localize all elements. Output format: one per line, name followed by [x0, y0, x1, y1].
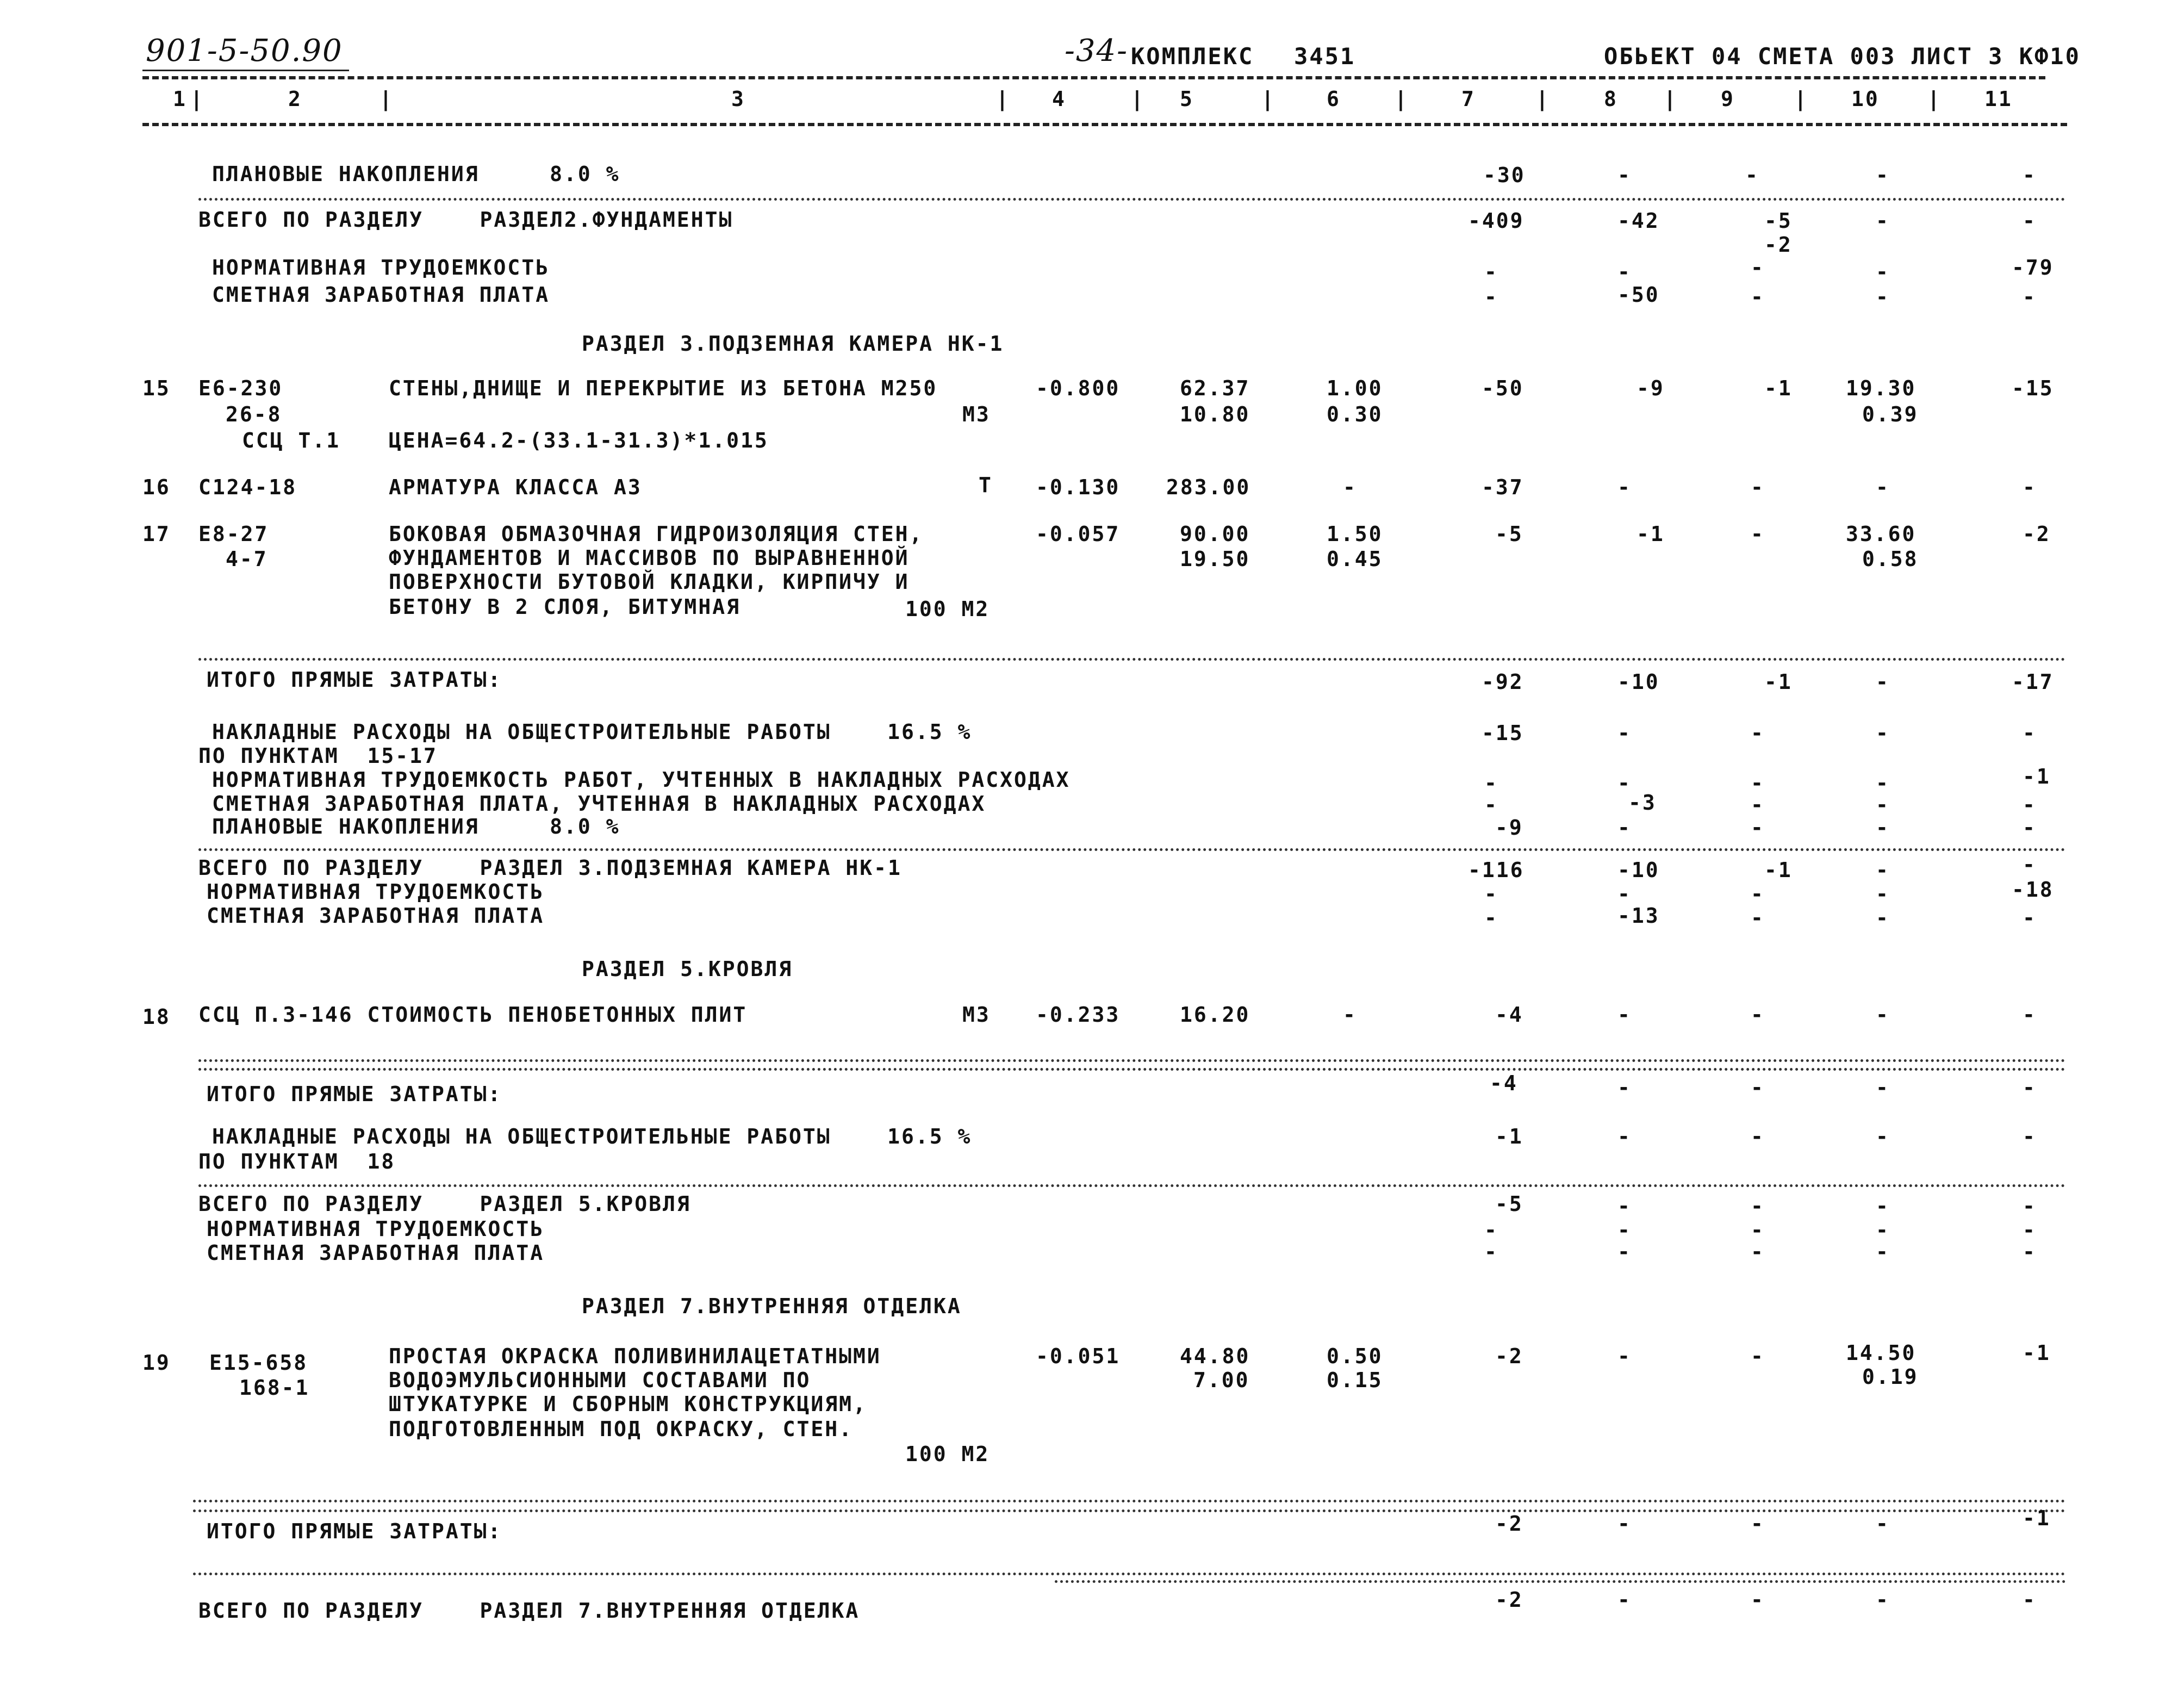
- row-18-unit: М3: [962, 1003, 991, 1027]
- row-16-col6: -: [1343, 475, 1357, 499]
- row-15-price-formula: ЦЕНА=64.2-(33.1-31.3)*1.015: [389, 428, 769, 452]
- row-16-number: 16: [142, 475, 171, 499]
- section-3-wage-overhead-col11: -: [2023, 793, 2037, 817]
- row-16-col8: -: [1617, 475, 1632, 499]
- norm-labor-col8: -: [1617, 260, 1632, 284]
- row-18-col7: -4: [1495, 1003, 1523, 1027]
- column-separator: |: [1536, 87, 1550, 111]
- section-separator: [198, 1184, 2066, 1187]
- section-5-total-wage-col11: -: [2023, 1240, 2037, 1264]
- section-3-total-direct: ИТОГО ПРЯМЫЕ ЗАТРАТЫ:: [207, 668, 502, 692]
- section-3-total-wage-col8: -13: [1617, 904, 1660, 928]
- row-15-col7: -50: [1482, 376, 1524, 400]
- section-7-total-col9: -: [1751, 1588, 1765, 1612]
- row-17-code-2: 4-7: [226, 547, 268, 571]
- row-15-col5-b: 10.80: [1180, 402, 1250, 426]
- row-18-col11: -: [2023, 1003, 2037, 1027]
- section-5-total-direct: ИТОГО ПРЯМЫЕ ЗАТРАТЫ:: [207, 1082, 502, 1106]
- section-7-total-direct-col9: -: [1751, 1512, 1765, 1536]
- section-3-total-direct-col7: -92: [1482, 670, 1524, 694]
- section-2-total: ВСЕГО ПО РАЗДЕЛУ РАЗДЕЛ2.ФУНДАМЕНТЫ: [198, 208, 733, 232]
- column-number-4: 4: [1052, 87, 1066, 111]
- row-18-number: 18: [142, 1005, 171, 1029]
- section-3-planned-savings-col7: -9: [1495, 816, 1523, 840]
- section-2-total-col9: -5: [1764, 209, 1793, 233]
- row-19-col11: -1: [2023, 1341, 2051, 1365]
- row-17-code: Е8-27: [198, 522, 269, 546]
- row-17-col5: 90.00: [1180, 522, 1250, 546]
- section-5-total-direct-col7: -4: [1490, 1071, 1518, 1095]
- section-3-title: РАЗДЕЛ 3.ПОДЗЕМНАЯ КАМЕРА НК-1: [582, 332, 1004, 356]
- planned-savings-col9: -: [1745, 163, 1759, 187]
- section-3-total-norm-labor-col11: -18: [2012, 878, 2054, 902]
- row-16-col5: 283.00: [1166, 475, 1251, 499]
- object-info: ОБЬЕКТ 04 СМЕТА 003 ЛИСТ 3 КФ10: [1604, 43, 2081, 70]
- section-3-overhead: НАКЛАДНЫЕ РАСХОДЫ НА ОБЩЕСТРОИТЕЛЬНЫЕ РАБОТЫ 16.5 %: [212, 720, 972, 744]
- section-5-total-col7: -5: [1495, 1192, 1523, 1216]
- section-5-total-wage-col7: -: [1484, 1240, 1498, 1264]
- section-5-total-norm-labor-col7: -: [1484, 1218, 1498, 1242]
- row-15-number: 15: [142, 376, 171, 400]
- row-19-col4: -0.051: [1036, 1344, 1121, 1368]
- section-3-wage-overhead: СМЕТНАЯ ЗАРАБОТНАЯ ПЛАТА, УЧТЕННАЯ В НАКЛАДНЫХ РАСХОДАХ: [212, 792, 986, 816]
- row-17-col11: -2: [2023, 522, 2051, 546]
- row-16-unit: Т: [979, 473, 993, 497]
- section-5-overhead-col7: -1: [1495, 1125, 1523, 1148]
- section-5-overhead-col10: -: [1876, 1125, 1890, 1148]
- row-19-col10-b: 0.19: [1862, 1365, 1919, 1389]
- column-separator: |: [1664, 87, 1678, 111]
- column-separator: |: [996, 87, 1010, 111]
- row-18-description: ССЦ П.3-146 СТОИМОСТЬ ПЕНОБЕТОННЫХ ПЛИТ: [198, 1003, 748, 1027]
- norm-labor-col7: -: [1484, 260, 1498, 284]
- section-3-wage-overhead-col7: -: [1484, 793, 1498, 817]
- row-15-code: Е6-230: [198, 376, 283, 400]
- row-17-col8: -1: [1637, 522, 1665, 546]
- section-5-overhead-col8: -: [1617, 1125, 1632, 1148]
- section-5-total-direct-col9: -: [1751, 1076, 1765, 1100]
- column-number-2: 2: [288, 87, 302, 111]
- row-17-col4: -0.057: [1036, 522, 1121, 546]
- section-3-overhead-col11: -: [2023, 721, 2037, 745]
- row-18-col8: -: [1617, 1003, 1632, 1027]
- section-3-total-wage: СМЕТНАЯ ЗАРАБОТНАЯ ПЛАТА: [207, 904, 545, 928]
- section-3-norm-overhead-col11: -1: [2023, 765, 2051, 788]
- row-16-col7: -37: [1482, 475, 1524, 499]
- row-15-code-3: ССЦ Т.1: [242, 428, 341, 452]
- row-17-number: 17: [142, 522, 171, 546]
- section-separator: [198, 848, 2066, 851]
- row-19-description-4: ПОДГОТОВЛЕННЫМ ПОД ОКРАСКУ, СТЕН.: [389, 1417, 853, 1441]
- column-number-10: 10: [1851, 87, 1880, 111]
- section-3-total-direct-col10: -: [1876, 670, 1890, 694]
- planned-savings-col11: -: [2023, 163, 2037, 187]
- section-3-total-wage-col7: -: [1484, 906, 1498, 930]
- section-separator: [198, 1059, 2066, 1062]
- section-3-total-norm-labor-col10: -: [1876, 882, 1890, 906]
- row-15-code-2: 26-8: [226, 402, 282, 426]
- column-number-6: 6: [1327, 87, 1341, 111]
- section-5-total-wage-col8: -: [1617, 1240, 1632, 1264]
- section-3-overhead-col8: -: [1617, 721, 1632, 745]
- row-16-description: АРМАТУРА КЛАССА А3: [389, 475, 642, 499]
- wage-col9: -: [1751, 285, 1765, 309]
- wage-line: СМЕТНАЯ ЗАРАБОТНАЯ ПЛАТА: [212, 283, 550, 307]
- section-5-total-norm-labor-col8: -: [1617, 1218, 1632, 1242]
- section-5-overhead-col9: -: [1751, 1125, 1765, 1148]
- row-17-description-2: ФУНДАМЕНТОВ И МАССИВОВ ПО ВЫРАВНЕННОЙ: [389, 546, 910, 570]
- section-3-points: ПО ПУНКТАМ 15-17: [198, 744, 438, 768]
- section-3-total-norm-labor-col8: -: [1617, 882, 1632, 906]
- section-5-total-wage-col9: -: [1751, 1240, 1765, 1264]
- section-7-total-col10: -: [1876, 1588, 1890, 1612]
- row-19-unit: 100 М2: [905, 1442, 990, 1466]
- row-16-col11: -: [2023, 475, 2037, 499]
- norm-labor-line: НОРМАТИВНАЯ ТРУДОЕМКОСТЬ: [212, 256, 550, 279]
- section-5-total-norm-labor-col10: -: [1876, 1218, 1890, 1242]
- complex-label: КОМПЛЕКС: [1131, 43, 1254, 70]
- row-19-number: 19: [142, 1351, 171, 1375]
- row-17-col10: 33.60: [1846, 522, 1917, 546]
- section-3-total-direct-col9: -1: [1764, 670, 1793, 694]
- section-3-norm-overhead-col8: -: [1617, 771, 1632, 795]
- column-number-9: 9: [1721, 87, 1735, 111]
- section-5-overhead-col11: -: [2023, 1125, 2037, 1148]
- section-5-total-wage-col10: -: [1876, 1240, 1890, 1264]
- section-5-total-wage: СМЕТНАЯ ЗАРАБОТНАЯ ПЛАТА: [207, 1241, 545, 1265]
- section-3-total-col7: -116: [1468, 858, 1525, 882]
- row-19-description-3: ШТУКАТУРКЕ И СБОРНЫМ КОНСТРУКЦИЯМ,: [389, 1392, 867, 1416]
- section-5-total-col10: -: [1876, 1194, 1890, 1218]
- row-17-description-3: ПОВЕРХНОСТИ БУТОВОЙ КЛАДКИ, КИРПИЧУ И: [389, 570, 910, 594]
- section-3-wage-overhead-col9: -: [1751, 793, 1765, 817]
- column-separator: |: [379, 87, 394, 111]
- row-15-col10: 19.30: [1846, 376, 1917, 400]
- section-separator: [198, 198, 2066, 201]
- row-18-col4: -0.233: [1036, 1003, 1121, 1027]
- row-19-col5: 44.80: [1180, 1344, 1250, 1368]
- section-5-total-direct-col10: -: [1876, 1076, 1890, 1100]
- section-5-title: РАЗДЕЛ 5.КРОВЛЯ: [582, 957, 793, 981]
- section-3-planned-savings-col8: -: [1617, 816, 1632, 840]
- document-number: 901-5-50.90: [146, 33, 343, 69]
- row-15-col8: -9: [1637, 376, 1665, 400]
- section-separator: [1055, 1580, 2066, 1583]
- row-18-col10: -: [1876, 1003, 1890, 1027]
- row-17-col6-b: 0.45: [1327, 547, 1383, 571]
- section-5-total-norm-labor-col11: -: [2023, 1218, 2037, 1242]
- column-separator: |: [1131, 87, 1145, 111]
- section-3-wage-overhead-col8: -3: [1628, 791, 1657, 815]
- complex-number: 3451: [1294, 43, 1356, 70]
- row-15-col6-b: 0.30: [1327, 402, 1383, 426]
- section-2-total-col10: -: [1876, 209, 1890, 233]
- wage-col11: -: [2023, 285, 2037, 309]
- section-3-norm-overhead: НОРМАТИВНАЯ ТРУДОЕМКОСТЬ РАБОТ, УЧТЕННЫХ В НАКЛАДНЫХ РАСХОДАХ: [212, 768, 1071, 792]
- column-separator: |: [1794, 87, 1808, 111]
- norm-labor-col9: -: [1751, 256, 1765, 279]
- section-3-total-norm-labor-col7: -: [1484, 882, 1498, 906]
- section-7-total-direct-col8: -: [1617, 1512, 1632, 1536]
- row-19-description-1: ПРОСТАЯ ОКРАСКА ПОЛИВИНИЛАЦЕТАТНЫМИ: [389, 1344, 881, 1368]
- section-3-norm-overhead-col10: -: [1876, 771, 1890, 795]
- row-15-unit: М3: [962, 402, 991, 426]
- row-15-col9: -1: [1764, 376, 1793, 400]
- section-7-total-direct: ИТОГО ПРЯМЫЕ ЗАТРАТЫ:: [207, 1519, 502, 1543]
- row-17-description-1: БОКОВАЯ ОБМАЗОЧНАЯ ГИДРОИЗОЛЯЦИЯ СТЕН,: [389, 522, 924, 546]
- section-7-total-col8: -: [1617, 1588, 1632, 1612]
- section-2-total-col7: -409: [1468, 209, 1525, 233]
- section-3-total-wage-col9: -: [1751, 906, 1765, 930]
- section-3-overhead-col10: -: [1876, 721, 1890, 745]
- row-16-col9: -: [1751, 475, 1765, 499]
- row-16-col4: -0.130: [1036, 475, 1121, 499]
- page-number: -34-: [1065, 33, 1129, 69]
- section-3-overhead-col7: -15: [1482, 721, 1524, 745]
- row-17-col5-b: 19.50: [1180, 547, 1250, 571]
- row-19-col8: -: [1617, 1344, 1632, 1368]
- section-3-total-wage-col11: -: [2023, 906, 2037, 930]
- row-17-col10-b: 0.58: [1862, 547, 1919, 571]
- column-separator: |: [1395, 87, 1409, 111]
- section-7-total: ВСЕГО ПО РАЗДЕЛУ РАЗДЕЛ 7.ВНУТРЕННЯЯ ОТДЕЛКА: [198, 1599, 860, 1623]
- section-3-total-col8: -10: [1617, 858, 1660, 882]
- row-15-description: СТЕНЫ,ДНИЩЕ И ПЕРЕКРЫТИЕ ИЗ БЕТОНА М250: [389, 376, 938, 400]
- section-5-total: ВСЕГО ПО РАЗДЕЛУ РАЗДЕЛ 5.КРОВЛЯ: [198, 1192, 691, 1216]
- planned-savings-line: ПЛАНОВЫЕ НАКОПЛЕНИЯ 8.0 %: [212, 162, 620, 186]
- wage-col10: -: [1876, 285, 1890, 309]
- row-19-col7: -2: [1495, 1344, 1523, 1368]
- section-3-wage-overhead-col10: -: [1876, 793, 1890, 817]
- section-5-overhead: НАКЛАДНЫЕ РАСХОДЫ НА ОБЩЕСТРОИТЕЛЬНЫЕ РАБОТЫ 16.5 %: [212, 1125, 972, 1148]
- section-3-total-direct-col11: -17: [2012, 670, 2054, 694]
- row-19-description-2: ВОДОЭМУЛЬСИОННЫМИ СОСТАВАМИ ПО: [389, 1368, 811, 1392]
- row-15-col5: 62.37: [1180, 376, 1250, 400]
- row-17-unit: 100 М2: [905, 597, 990, 621]
- section-3-planned-savings-col10: -: [1876, 816, 1890, 840]
- row-19-col5-b: 7.00: [1193, 1368, 1250, 1392]
- row-16-col10: -: [1876, 475, 1890, 499]
- column-number-11: 11: [1984, 87, 2013, 111]
- section-3-total-col9: -1: [1764, 858, 1793, 882]
- section-5-total-col11: -: [2023, 1194, 2037, 1218]
- row-19-code-2: 168-1: [239, 1376, 310, 1400]
- section-3-total-wage-col10: -: [1876, 906, 1890, 930]
- section-7-total-direct-col10: -: [1876, 1512, 1890, 1536]
- column-separator: |: [1927, 87, 1942, 111]
- section-3-total-norm-labor-col9: -: [1751, 882, 1765, 906]
- planned-savings-col10: -: [1876, 163, 1890, 187]
- section-7-total-col7: -2: [1495, 1588, 1523, 1612]
- section-5-total-direct-col11: -: [2023, 1076, 2037, 1100]
- row-16-code: С124-18: [198, 475, 297, 499]
- row-17-description-4: БЕТОНУ В 2 СЛОЯ, БИТУМНАЯ: [389, 595, 741, 619]
- section-3-total: ВСЕГО ПО РАЗДЕЛУ РАЗДЕЛ 3.ПОДЗЕМНАЯ КАМЕРА НК-1: [198, 856, 902, 880]
- column-separator: |: [1261, 87, 1275, 111]
- row-19-col9: -: [1751, 1344, 1765, 1368]
- row-18-col5: 16.20: [1180, 1003, 1250, 1027]
- section-3-total-col10: -: [1876, 858, 1890, 882]
- norm-labor-col11: -79: [2012, 256, 2054, 279]
- column-number-3: 3: [731, 87, 745, 111]
- section-3-planned-savings-col9: -: [1751, 816, 1765, 840]
- row-17-col9: -: [1751, 522, 1765, 546]
- wage-col7: -: [1484, 285, 1498, 309]
- norm-labor-col10: -: [1876, 260, 1890, 284]
- section-separator: [193, 1573, 2066, 1575]
- column-separator: |: [190, 87, 204, 111]
- row-18-col6: -: [1343, 1003, 1357, 1027]
- section-3-total-direct-col8: -10: [1617, 670, 1660, 694]
- section-2-total-col9-b: -2: [1764, 233, 1793, 257]
- section-5-total-col9: -: [1751, 1194, 1765, 1218]
- section-7-total-direct-col11: -1: [2023, 1506, 2051, 1530]
- planned-savings-col8: -: [1617, 163, 1632, 187]
- document-number-underline: [142, 70, 349, 71]
- column-number-7: 7: [1461, 87, 1476, 111]
- section-7-title: РАЗДЕЛ 7.ВНУТРЕННЯЯ ОТДЕЛКА: [582, 1294, 962, 1318]
- section-5-total-direct-col8: -: [1617, 1076, 1632, 1100]
- header-rule-bottom: [142, 123, 2067, 126]
- planned-savings-col7: -30: [1483, 163, 1526, 187]
- section-3-planned-savings-col11: -: [2023, 816, 2037, 840]
- row-19-col10: 14.50: [1846, 1341, 1917, 1365]
- row-17-col7: -5: [1495, 522, 1523, 546]
- row-17-col6: 1.50: [1327, 522, 1383, 546]
- section-5-total-col8: -: [1617, 1194, 1632, 1218]
- section-separator: [198, 1068, 2066, 1071]
- column-number-8: 8: [1604, 87, 1618, 111]
- row-19-col6-b: 0.15: [1327, 1368, 1383, 1392]
- section-3-norm-overhead-col9: -: [1751, 771, 1765, 795]
- section-3-total-col11: -: [2023, 853, 2037, 877]
- section-2-total-col11: -: [2023, 209, 2037, 233]
- section-7-total-direct-col7: -2: [1495, 1512, 1523, 1536]
- row-18-col9: -: [1751, 1003, 1765, 1027]
- section-separator: [198, 658, 2066, 661]
- row-19-col6: 0.50: [1327, 1344, 1383, 1368]
- wage-col8: -50: [1617, 283, 1660, 307]
- column-number-5: 5: [1180, 87, 1194, 111]
- row-19-code: Е15-658: [209, 1351, 308, 1375]
- header-rule-top: [142, 76, 2045, 79]
- section-separator: [193, 1500, 2066, 1502]
- section-3-total-norm-labor: НОРМАТИВНАЯ ТРУДОЕМКОСТЬ: [207, 880, 545, 904]
- section-5-points: ПО ПУНКТАМ 18: [198, 1150, 396, 1173]
- row-15-col6: 1.00: [1327, 376, 1383, 400]
- section-3-overhead-col9: -: [1751, 721, 1765, 745]
- row-15-col4: -0.800: [1036, 376, 1121, 400]
- section-3-norm-overhead-col7: -: [1484, 771, 1498, 795]
- row-15-col11: -15: [2012, 376, 2054, 400]
- section-2-total-col8: -42: [1617, 209, 1660, 233]
- section-7-total-col11: -: [2023, 1588, 2037, 1612]
- row-15-col10-b: 0.39: [1862, 402, 1919, 426]
- section-5-total-norm-labor-col9: -: [1751, 1218, 1765, 1242]
- section-5-total-norm-labor: НОРМАТИВНАЯ ТРУДОЕМКОСТЬ: [207, 1217, 545, 1241]
- section-3-planned-savings: ПЛАНОВЫЕ НАКОПЛЕНИЯ 8.0 %: [212, 815, 620, 838]
- section-separator: [193, 1510, 2066, 1512]
- column-number-1: 1: [173, 87, 187, 111]
